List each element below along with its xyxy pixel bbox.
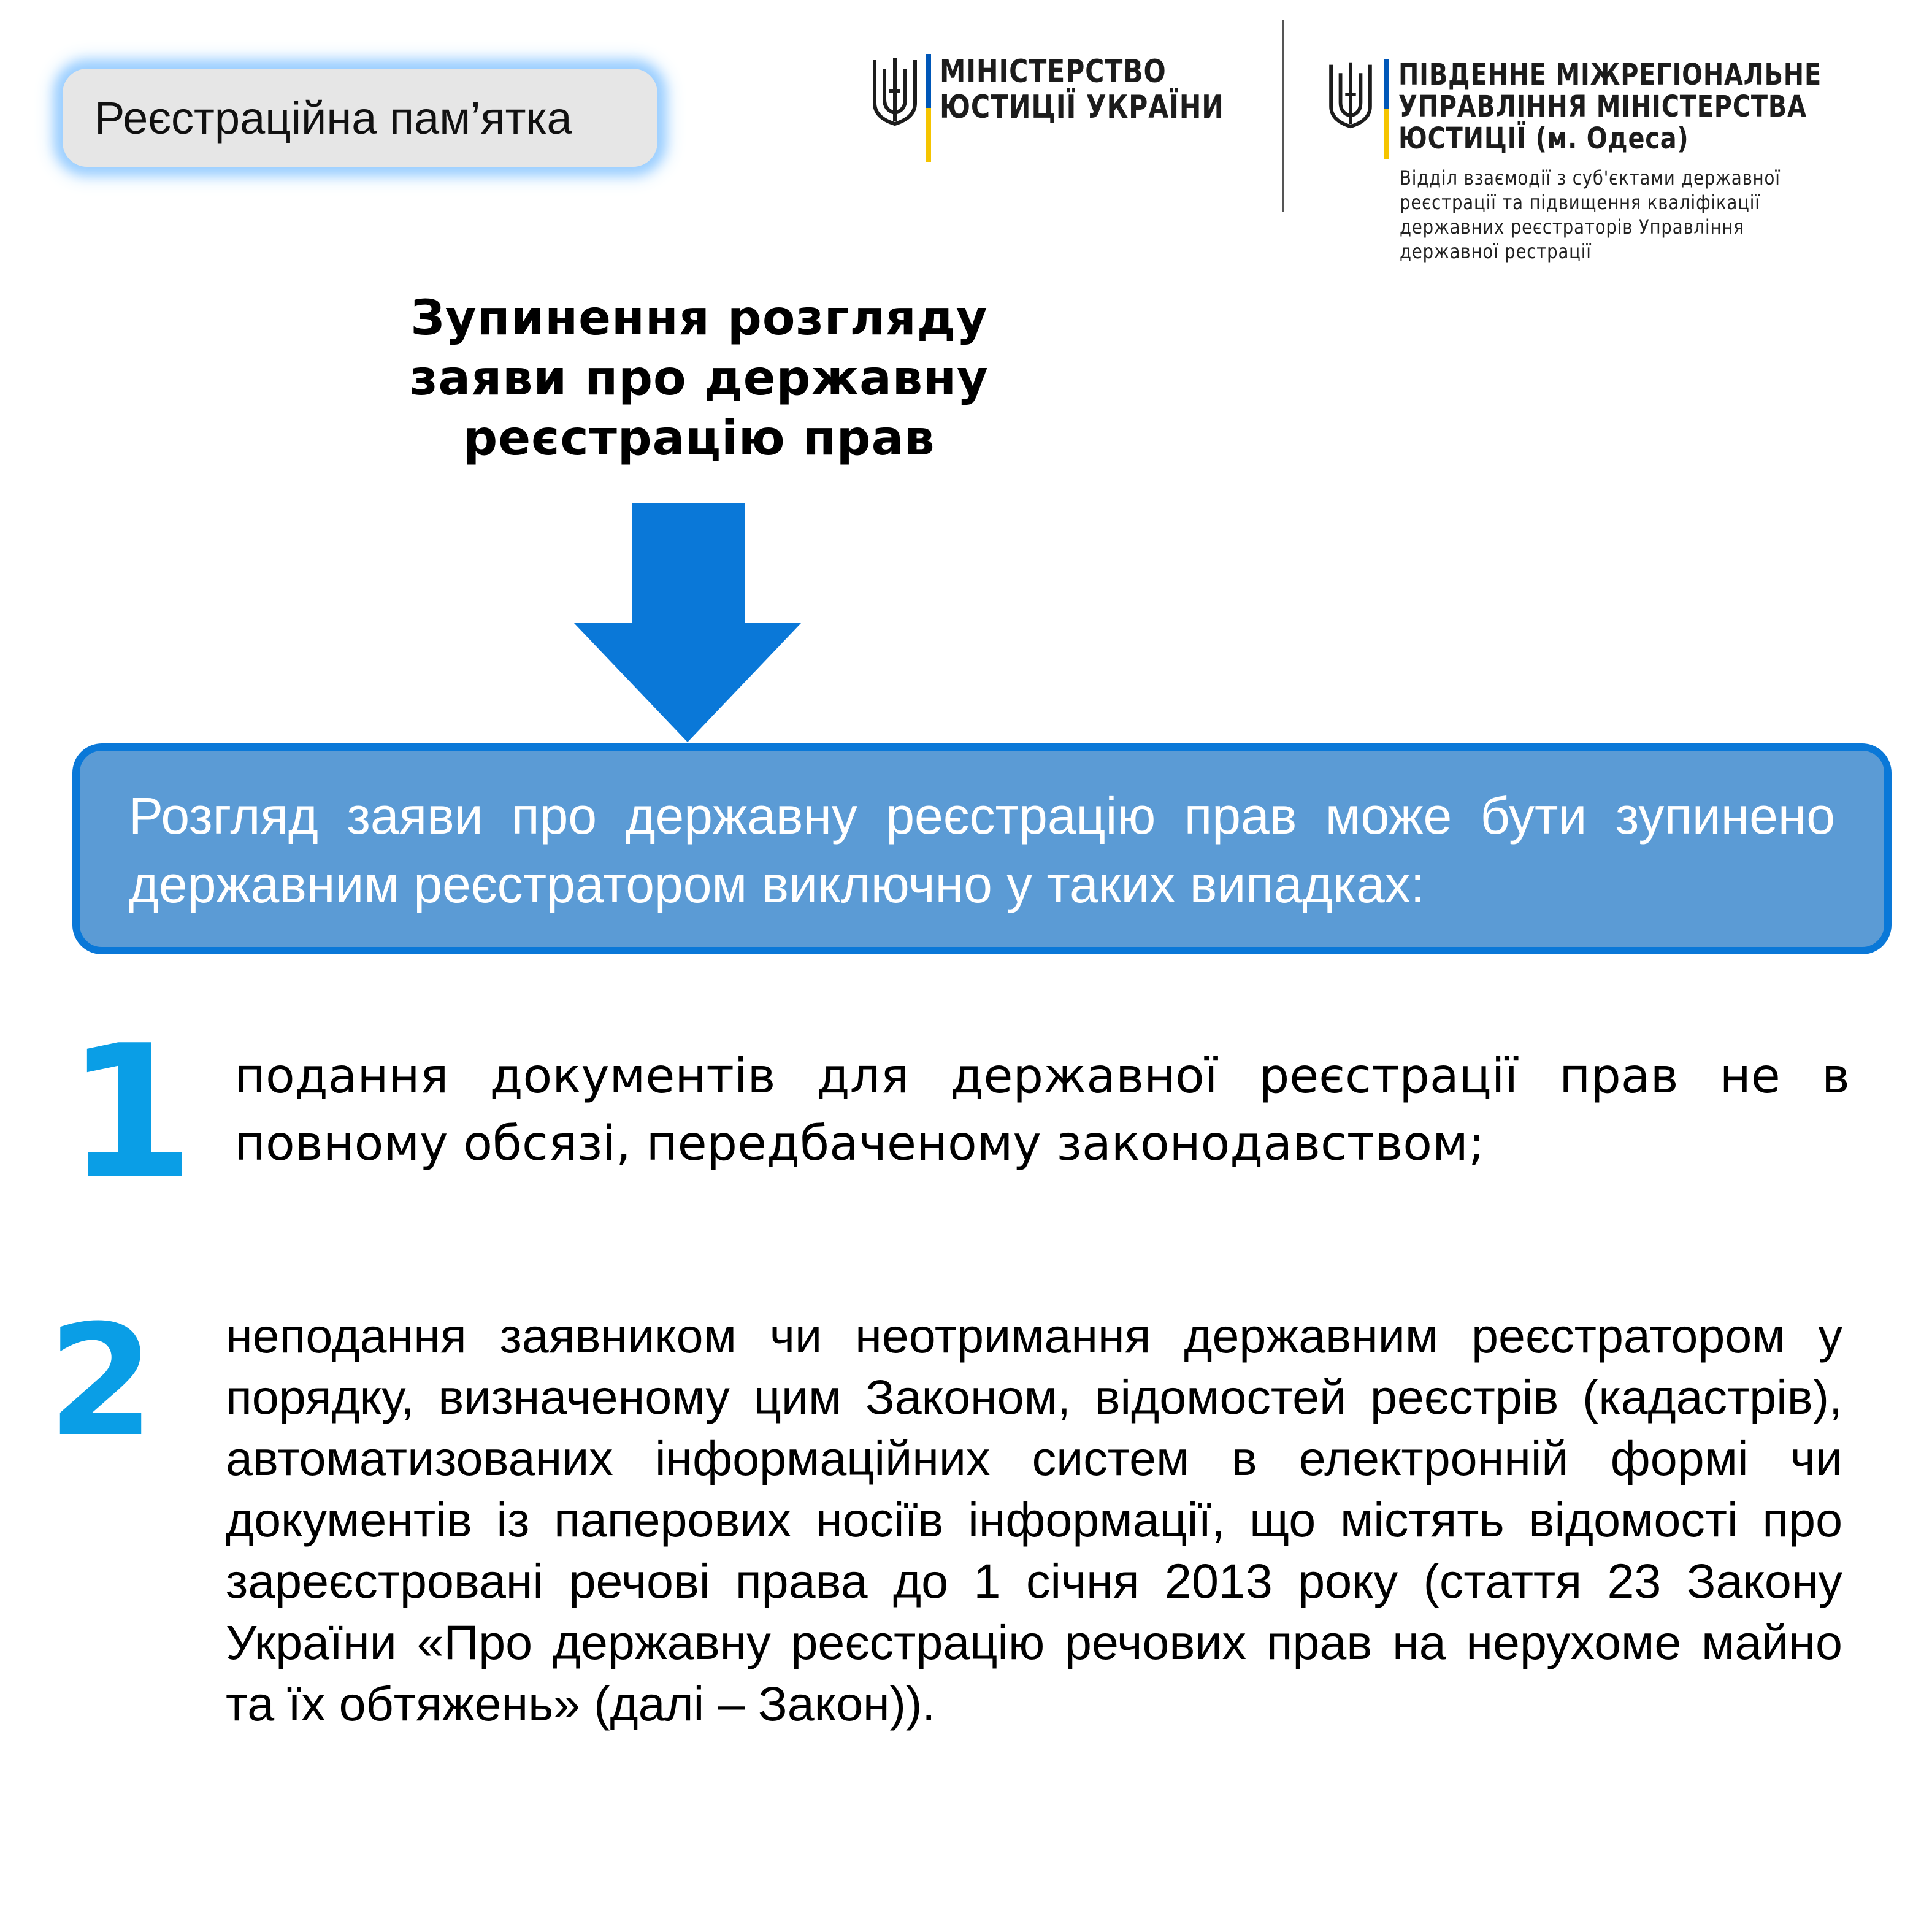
department-line-2: реєстрації та підвищення кваліфікації: [1400, 191, 1760, 214]
title-line-3: реєстрацію прав: [463, 411, 935, 466]
item-text-2: неподання заявником чи неотримання державним реєстратором у порядку, визначеному цим Законом, відомостей реєстрів (кадастрів), автоматизованих інформаційних систем в електронній формі чи документів із паперових носіїв інформації, що містять відомості про зареєстровані речові права до 1 січня 2013 року (стаття 23 Закону України «Про державну реєстрацію речових прав на нерухоме майно та їх обтяжень» (далі – Закон)).: [226, 1308, 1842, 1731]
memo-label: Реєстраційна пам’ятка: [94, 92, 572, 144]
trident-icon: [1327, 59, 1374, 130]
southern-office-line-2: УПРАВЛІННЯ МІНІСТЕРСТВА: [1398, 90, 1807, 124]
flag-bar: [926, 54, 931, 162]
ministry-line-2: ЮСТИЦІЇ УКРАЇНИ: [940, 89, 1224, 126]
item-text-1: подання документів для державної реєстрації прав не в повному обсязі, передбаченому законодавством;: [234, 1049, 1850, 1171]
department-line-3: державних реєстраторів Управління: [1400, 215, 1744, 239]
item-number-2: 2: [48, 1292, 155, 1470]
logo-divider: [1282, 20, 1284, 212]
southern-office-name: [1398, 59, 1822, 155]
trident-icon: [871, 54, 919, 128]
southern-office-line-3: ЮСТИЦІЇ (м. Одеса): [1398, 121, 1689, 156]
title-line-2: заяви про державну: [410, 351, 989, 406]
flag-bar: [1384, 59, 1389, 159]
southern-office-line-1: ПІВДЕННЕ МІЖРЕГІОНАЛЬНЕ: [1398, 58, 1822, 92]
arrow-down-icon: [574, 503, 801, 743]
title-line-1: Зупинення розгляду: [410, 291, 988, 346]
department-line-4: державної рестрації: [1400, 240, 1592, 263]
memo-badge: [63, 69, 657, 167]
department-line-1: Відділ взаємодії з суб'єктами державної: [1400, 166, 1781, 190]
department-name: [1400, 166, 1781, 264]
item-number-1: 1: [66, 1006, 194, 1220]
ministry-name: [940, 54, 1224, 125]
info-box: Розгляд заяви про державну реєстрацію прав може бути зупинено державним реєстратором виключно у таких випадках:: [72, 743, 1892, 954]
page-title: [343, 288, 1055, 469]
ministry-line-1: МІНІСТЕРСТВО: [940, 53, 1167, 90]
